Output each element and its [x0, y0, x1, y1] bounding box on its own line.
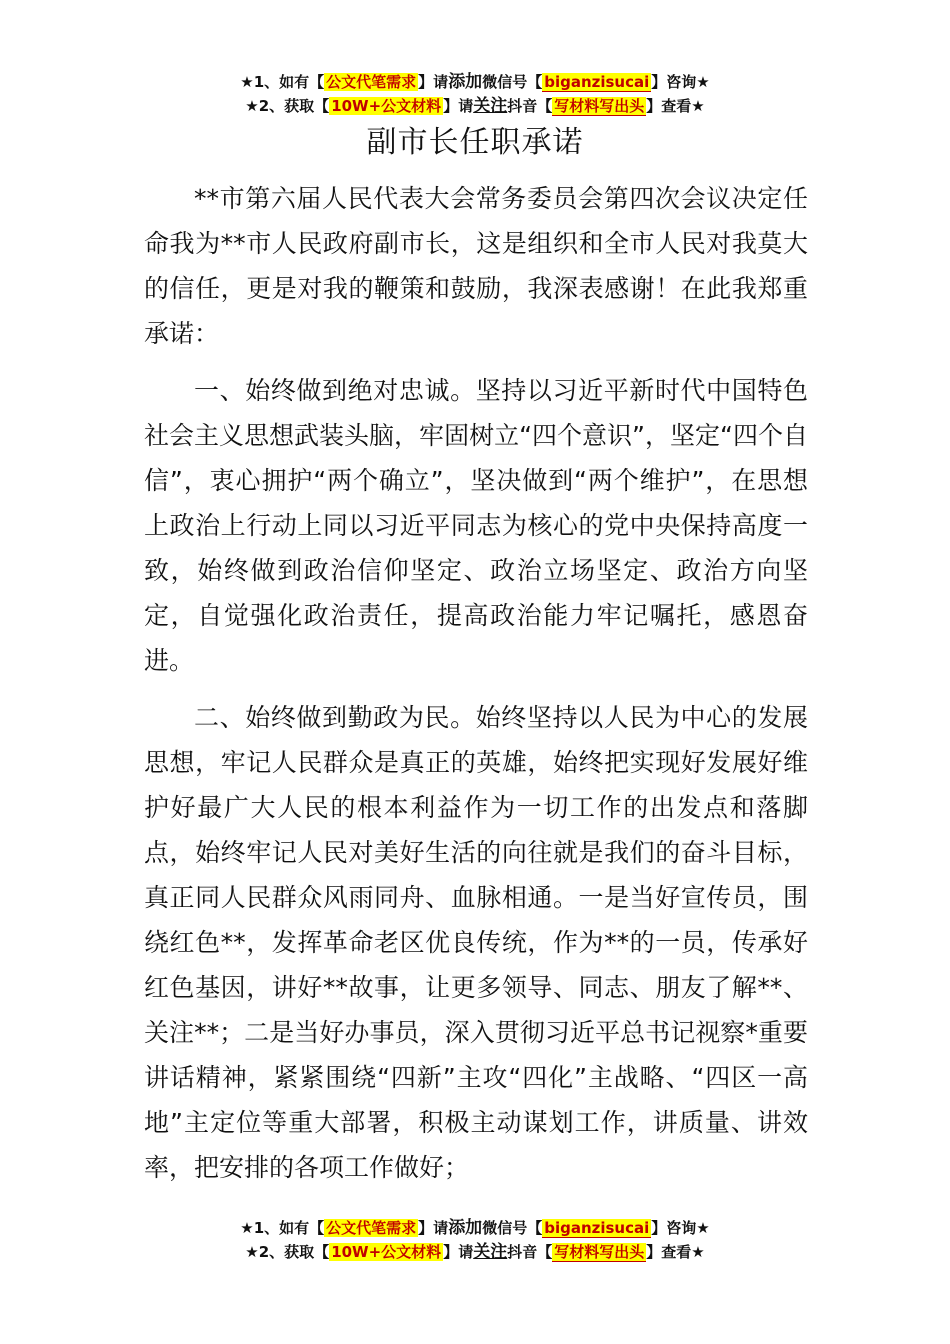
- paragraph-intro: **市第六届人民代表大会常务委员会第四次会议决定任命我为**市人民政府副市长，这是组织和全市人民对我莫大的信任，更是对我的鞭策和鼓励，我深表感谢！在此我郑重承诺：: [144, 184, 808, 348]
- banner-text: ★1、如有【: [240, 1219, 325, 1237]
- banner-highlight: 公文代笔需求: [326, 1219, 417, 1237]
- banner-highlight: 10W+公文材料: [331, 1243, 442, 1261]
- banner-text: 】请: [418, 73, 449, 91]
- banner-text: ★2、获取【: [245, 1243, 330, 1261]
- banner-text: 】查看★: [646, 1243, 705, 1261]
- banner-line-1: [0, 70, 950, 94]
- banner-text: 添加: [448, 72, 483, 92]
- banner-text: 抖音【: [507, 1243, 553, 1261]
- banner-text: ★2、获取【: [245, 97, 330, 115]
- banner-highlight: 公文代笔需求: [326, 73, 417, 91]
- banner-line-2: [0, 1240, 950, 1264]
- paragraph-diligence: 二、始终做到勤政为民。始终坚持以人民为中心的发展思想，牢记人民群众是真正的英雄，始终把实现好发展好维护好最广大人民的根本利益作为一切工作的出发点和落脚点，始终牢记人民对美好生活的向往就是我们的奋斗目标，真正同人民群众风雨同舟、血脉相通。一是当好宣传员，围绕红色**，发挥革命老区优良传统，作为**的一员，传承好红色基因，讲好**故事，让更多领导、同志、朋友了解**、关注**；二是当好办事员，深入贯彻习近平总书记视察*重要讲话精神，紧紧围绕“四新”主攻“四化”主战略、“四区一高地”主定位等重大部署，积极主动谋划工作，讲质量、讲效率，把安排的各项工作做好；: [144, 703, 808, 1182]
- banner-text: 微信号【: [482, 73, 543, 91]
- document-body: [144, 176, 808, 1202]
- footer-banner: [0, 1216, 950, 1264]
- banner-text: 添加: [448, 1218, 483, 1238]
- banner-text: 关注: [473, 96, 508, 116]
- document-title: 副市长任职承诺: [366, 125, 584, 160]
- banner-text: 】请: [443, 97, 474, 115]
- header-banner: [0, 70, 950, 118]
- banner-text: 】请: [443, 1243, 474, 1261]
- banner-wechat-id: biganzisucai: [544, 73, 650, 91]
- paragraph-loyalty: 一、始终做到绝对忠诚。坚持以习近平新时代中国特色社会主义思想武装头脑，牢固树立“四个意识”，坚定“四个自信”，衷心拥护“两个确立”，坚决做到“两个维护”，在思想上政治上行动上同以习近平同志为核心的党中央保持高度一致，始终做到政治信仰坚定、政治立场坚定、政治方向坚定，自觉强化政治责任，提高政治能力牢记嘱托，感恩奋进。: [144, 376, 808, 675]
- banner-wechat-id: biganzisucai: [544, 1219, 650, 1237]
- banner-line-1: [0, 1216, 950, 1240]
- banner-text: 】查看★: [646, 97, 705, 115]
- banner-text: 微信号【: [482, 1219, 543, 1237]
- banner-text: 】咨询★: [651, 73, 710, 91]
- banner-douyin-id: 写材料写出头: [554, 97, 645, 115]
- banner-text: 】咨询★: [651, 1219, 710, 1237]
- banner-text: ★1、如有【: [240, 73, 325, 91]
- banner-douyin-id: 写材料写出头: [554, 1243, 645, 1261]
- banner-text: 】请: [418, 1219, 449, 1237]
- banner-text: 抖音【: [507, 97, 553, 115]
- banner-text: 关注: [473, 1242, 508, 1262]
- banner-line-2: [0, 94, 950, 118]
- banner-highlight: 10W+公文材料: [331, 97, 442, 115]
